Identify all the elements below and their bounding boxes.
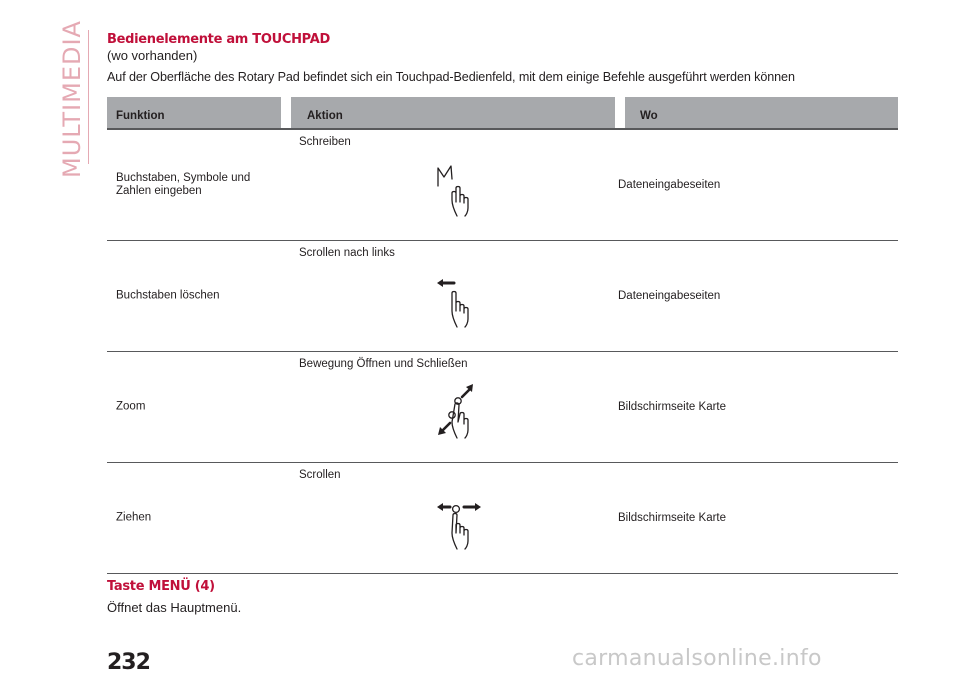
function-text: Zoom xyxy=(116,400,146,413)
location-cell: Dateneingabeseiten xyxy=(618,290,721,302)
section-title-menu-key: Taste MENÜ (4) xyxy=(107,579,215,594)
header-funktion: Funktion xyxy=(116,110,165,122)
action-cell: Bewegung Öffnen und Schließen xyxy=(299,358,468,370)
side-divider xyxy=(88,30,89,164)
swipe-left-gesture-icon xyxy=(435,271,483,333)
drag-gesture-icon xyxy=(435,493,483,555)
action-cell: Scrollen xyxy=(299,469,341,481)
watermark: carmanualsonline.info xyxy=(572,646,822,671)
table-row xyxy=(107,463,898,574)
touchpad-functions-table xyxy=(107,97,898,574)
table-row xyxy=(107,130,898,241)
section-subtitle: (wo vorhanden) xyxy=(107,48,198,63)
function-cell xyxy=(116,172,276,198)
header-gap xyxy=(615,97,625,128)
write-gesture-icon xyxy=(435,160,483,222)
section-intro: Auf der Oberfläche des Rotary Pad befindet sich ein Touchpad-Bedienfeld, mit dem einige Befehle ausgeführt werden können xyxy=(107,70,795,84)
page-number: 232 xyxy=(107,650,150,675)
function-text: Ziehen xyxy=(116,511,152,524)
side-section-label xyxy=(52,20,92,178)
action-cell: Schreiben xyxy=(299,136,351,148)
function-cell xyxy=(116,401,276,414)
function-text: Buchstaben, Symbole und xyxy=(116,172,251,184)
function-text: Buchstaben löschen xyxy=(116,289,220,302)
location-cell: Dateneingabeseiten xyxy=(618,179,721,191)
location-cell: Bildschirmseite Karte xyxy=(618,512,727,524)
location-cell: Bildschirmseite Karte xyxy=(618,401,727,413)
table-row xyxy=(107,352,898,463)
header-aktion: Aktion xyxy=(307,110,343,122)
table-header xyxy=(107,97,898,130)
function-cell xyxy=(116,512,276,525)
function-text: Zahlen eingeben xyxy=(116,185,202,197)
table-row xyxy=(107,241,898,352)
pinch-zoom-gesture-icon xyxy=(435,382,483,444)
section-title-touchpad: Bedienelemente am TOUCHPAD xyxy=(107,32,330,47)
header-gap xyxy=(281,97,291,128)
section-menu-text: Öffnet das Hauptmenü. xyxy=(107,600,242,615)
header-wo: Wo xyxy=(640,110,658,122)
action-cell: Scrollen nach links xyxy=(299,247,395,259)
side-section-text: MULTIMEDIA xyxy=(58,20,86,178)
function-cell xyxy=(116,290,276,303)
